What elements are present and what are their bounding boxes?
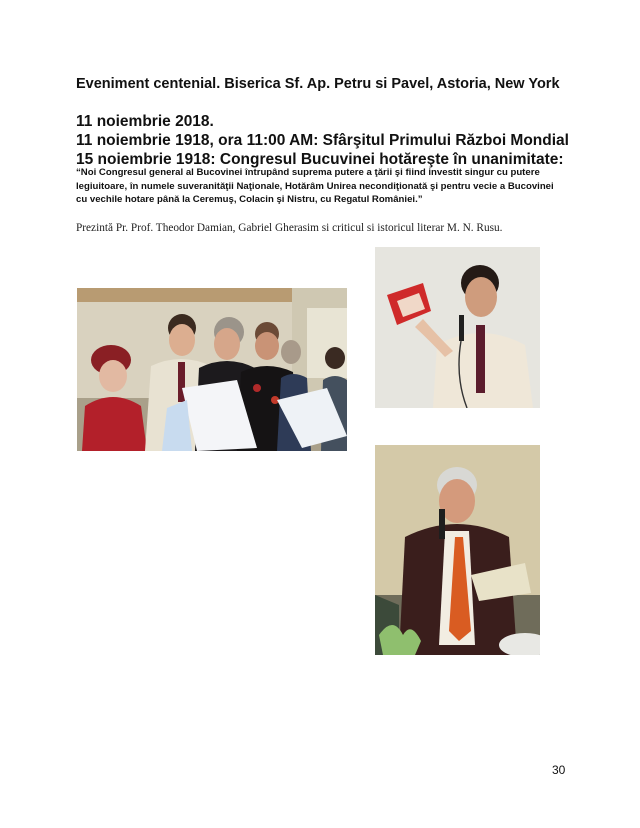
date-lines xyxy=(76,112,569,169)
group-reading-photo xyxy=(77,288,347,451)
page-title: Eveniment centenial. Biserica Sf. Ap. Petru si Pavel, Astoria, New York xyxy=(76,76,560,92)
date-line-armistice: 11 noiembrie 1918, ora 11:00 AM: Sfârşitul Primului Război Mondial xyxy=(76,132,569,149)
older-speaker-photo xyxy=(375,445,540,655)
page-number: 30 xyxy=(552,763,566,777)
congress-quote: “Noi Congresul general al Bucovinei întrupând suprema putere a ţării şi fiind investit singur cu putere legiuitoare, în numele suveranităţii Naţionale, Hotărâm Unirea necondiţionată şi pentru vecie a Bucovinei cu vechile hotare până la Ceremuş, Colacin şi Nistru, cu Regatul României.” xyxy=(76,167,554,205)
date-line-2018: 11 noiembrie 2018. xyxy=(76,113,214,130)
presenters-line: Prezintă Pr. Prof. Theodor Damian, Gabriel Gherasim si criticul si istoricul literar M. N. Rusu. xyxy=(76,222,503,234)
speaker-with-booklets-photo xyxy=(375,247,540,408)
date-line-congress: 15 noiembrie 1918: Congresul Bucuvinei hotăreşte în unanimitate: xyxy=(76,151,564,168)
